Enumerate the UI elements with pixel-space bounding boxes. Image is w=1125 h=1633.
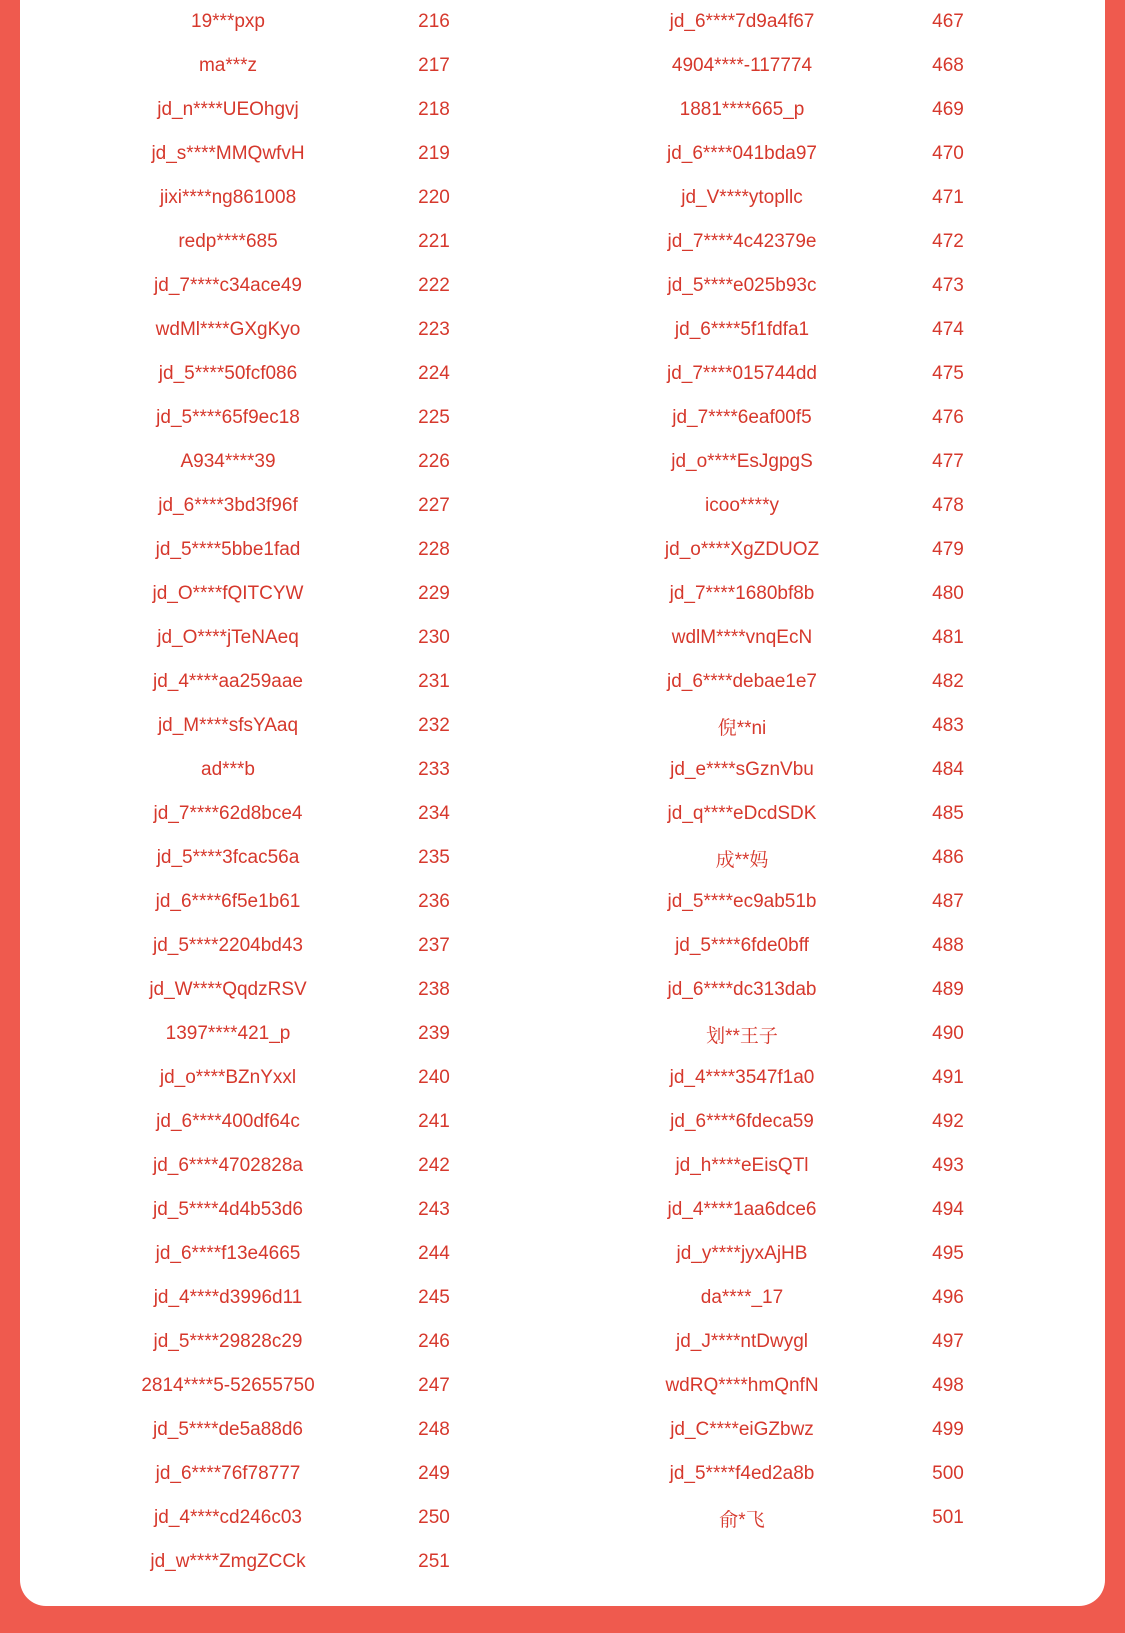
winner-rank: 239 [418, 1023, 450, 1044]
list-item [20, 1012, 560, 1056]
winner-username: 1397****421_p [165, 1023, 291, 1044]
list-item [20, 1452, 560, 1496]
winner-username: jd_7****62d8bce4 [153, 803, 303, 824]
list-item [536, 0, 1076, 44]
right-column [536, 0, 1076, 1540]
winner-rank: 501 [932, 1507, 964, 1528]
winner-username: jd_6****3bd3f96f [158, 495, 298, 516]
winner-rank: 497 [932, 1331, 964, 1352]
winner-rank: 220 [418, 187, 450, 208]
winner-rank: 238 [418, 979, 450, 1000]
winner-rank: 476 [932, 407, 964, 428]
winner-rank: 485 [932, 803, 964, 824]
winner-rank: 468 [932, 55, 964, 76]
winner-rank: 216 [418, 11, 450, 32]
winner-username: jd_n****UEOhgvj [157, 99, 299, 120]
winner-rank: 232 [418, 715, 450, 736]
winner-rank: 474 [932, 319, 964, 340]
list-item [20, 1364, 560, 1408]
winner-username: 2814****5-52655750 [141, 1375, 315, 1396]
winner-rank: 489 [932, 979, 964, 1000]
list-item [20, 616, 560, 660]
winner-username: jd_V****ytopllc [681, 187, 803, 208]
winner-rank: 234 [418, 803, 450, 824]
list-item [536, 528, 1076, 572]
winner-rank: 231 [418, 671, 450, 692]
winner-username: jd_4****d3996d11 [153, 1287, 303, 1308]
winner-username: jd_5****3fcac56a [156, 847, 300, 868]
winner-list-card [20, 0, 1105, 1606]
winner-rank: 477 [932, 451, 964, 472]
list-item [536, 1100, 1076, 1144]
winner-rank: 496 [932, 1287, 964, 1308]
winner-username: jd_6****6fdeca59 [670, 1111, 814, 1132]
list-item [536, 836, 1076, 880]
list-item [20, 440, 560, 484]
winner-rank: 251 [418, 1551, 450, 1572]
winner-rank: 228 [418, 539, 450, 560]
winner-username: jd_w****ZmgZCCk [150, 1551, 306, 1572]
list-item [20, 1144, 560, 1188]
list-item [536, 1012, 1076, 1056]
list-item [536, 1320, 1076, 1364]
list-item [536, 308, 1076, 352]
winner-username: jd_6****debae1e7 [666, 671, 818, 692]
list-item [536, 1144, 1076, 1188]
winner-rank: 223 [418, 319, 450, 340]
winner-rank: 499 [932, 1419, 964, 1440]
list-item [20, 132, 560, 176]
winner-username: jd_5****29828c29 [153, 1331, 303, 1352]
list-item [20, 264, 560, 308]
winner-rank: 469 [932, 99, 964, 120]
winner-username: jd_6****4702828a [152, 1155, 304, 1176]
list-item [20, 352, 560, 396]
winner-rank: 237 [418, 935, 450, 956]
winner-username: icoo****y [705, 495, 779, 516]
winner-username: jd_5****f4ed2a8b [669, 1463, 815, 1484]
winner-rank: 494 [932, 1199, 964, 1220]
list-item [536, 396, 1076, 440]
winner-rank: 482 [932, 671, 964, 692]
winner-username: jd_h****eEisQTl [675, 1155, 809, 1176]
winner-username: 倪**ni [717, 717, 767, 739]
list-item [20, 1188, 560, 1232]
winner-rank: 475 [932, 363, 964, 384]
winner-username: 成**妈 [715, 849, 769, 871]
winner-rank: 244 [418, 1243, 450, 1264]
winner-rank: 233 [418, 759, 450, 780]
winner-rank: 241 [418, 1111, 450, 1132]
list-item [536, 440, 1076, 484]
winner-rank: 492 [932, 1111, 964, 1132]
list-item [20, 0, 560, 44]
winner-username: jd_4****aa259aae [152, 671, 304, 692]
list-item [536, 264, 1076, 308]
winner-username: jd_W****QqdzRSV [149, 979, 307, 1000]
winner-username: 19***pxp [191, 11, 265, 32]
winner-rank: 227 [418, 495, 450, 516]
winner-rank: 470 [932, 143, 964, 164]
list-item [20, 748, 560, 792]
list-item [20, 484, 560, 528]
winner-username: jd_y****jyxAjHB [676, 1243, 808, 1264]
list-item [536, 792, 1076, 836]
winner-rank: 490 [932, 1023, 964, 1044]
winner-rank: 221 [418, 231, 450, 252]
list-item [20, 1408, 560, 1452]
winner-username: A934****39 [180, 451, 276, 472]
list-item [20, 1276, 560, 1320]
winner-username: jd_5****ec9ab51b [667, 891, 817, 912]
list-item [20, 1496, 560, 1540]
list-item [20, 44, 560, 88]
winner-username: jd_4****cd246c03 [154, 1507, 302, 1528]
winner-username: jd_5****65f9ec18 [156, 407, 300, 428]
winner-username: jd_6****5f1fdfa1 [674, 319, 810, 340]
list-item [536, 924, 1076, 968]
list-item [20, 308, 560, 352]
winner-username: jd_o****XgZDUOZ [664, 539, 820, 560]
winner-rank: 480 [932, 583, 964, 604]
winner-username: jd_C****eiGZbwz [670, 1419, 814, 1440]
winner-username: jd_7****4c42379e [667, 231, 817, 252]
list-item [536, 1056, 1076, 1100]
winner-rank: 478 [932, 495, 964, 516]
list-item [536, 1452, 1076, 1496]
winner-username: jd_q****eDcdSDK [667, 803, 817, 824]
winner-rank: 472 [932, 231, 964, 252]
winner-rank: 481 [932, 627, 964, 648]
winner-username: jd_O****jTeNAeq [157, 627, 299, 648]
list-item [536, 1276, 1076, 1320]
winner-rank: 250 [418, 1507, 450, 1528]
list-item [20, 1100, 560, 1144]
winner-username: jd_5****de5a88d6 [152, 1419, 304, 1440]
winner-rank: 225 [418, 407, 450, 428]
winner-rank: 249 [418, 1463, 450, 1484]
list-item [536, 484, 1076, 528]
winner-rank: 487 [932, 891, 964, 912]
winner-rank: 229 [418, 583, 450, 604]
list-item [20, 660, 560, 704]
list-item [20, 396, 560, 440]
list-item [536, 748, 1076, 792]
winner-username: jd_J****ntDwygl [675, 1331, 808, 1352]
list-item [20, 924, 560, 968]
winner-rank: 245 [418, 1287, 450, 1308]
winner-rank: 242 [418, 1155, 450, 1176]
winner-username: jd_4****1aa6dce6 [667, 1199, 817, 1220]
winner-username: 划**王子 [706, 1025, 778, 1047]
winner-username: da****_17 [700, 1287, 784, 1308]
winner-username: 4904****-117774 [671, 55, 813, 76]
winner-username: jd_7****6eaf00f5 [672, 407, 812, 428]
winner-username: ma***z [198, 55, 258, 76]
list-item [20, 968, 560, 1012]
winner-username: jd_6****f13e4665 [155, 1243, 301, 1264]
winner-username: jd_6****76f78777 [155, 1463, 301, 1484]
winner-username: 俞*飞 [719, 1509, 765, 1531]
winner-rank: 226 [418, 451, 450, 472]
winner-username: jd_5****4d4b53d6 [152, 1199, 304, 1220]
winner-username: wdRQ****hmQnfN [665, 1375, 819, 1396]
list-item [20, 1232, 560, 1276]
winner-rank: 219 [418, 143, 450, 164]
winner-username: jd_7****015744dd [666, 363, 818, 384]
list-item [536, 1188, 1076, 1232]
winner-rank: 488 [932, 935, 964, 956]
list-item [20, 792, 560, 836]
list-item [536, 1496, 1076, 1540]
winner-username: jd_6****6f5e1b61 [155, 891, 301, 912]
list-item [20, 1056, 560, 1100]
winner-username: jd_5****50fcf086 [158, 363, 298, 384]
winner-rank: 217 [418, 55, 450, 76]
winner-rank: 473 [932, 275, 964, 296]
list-item [20, 1540, 560, 1584]
winner-rank: 240 [418, 1067, 450, 1088]
winner-rank: 222 [418, 275, 450, 296]
list-item [536, 1364, 1076, 1408]
winner-username: ad***b [201, 759, 255, 780]
winner-rank: 479 [932, 539, 964, 560]
list-item [536, 1408, 1076, 1452]
list-item [20, 176, 560, 220]
list-item [20, 836, 560, 880]
winner-rank: 224 [418, 363, 450, 384]
winner-username: jd_7****1680bf8b [669, 583, 815, 604]
list-item [536, 616, 1076, 660]
left-column [20, 0, 560, 1584]
list-item [20, 1320, 560, 1364]
winner-rank: 498 [932, 1375, 964, 1396]
winner-rank: 491 [932, 1067, 964, 1088]
list-item [20, 220, 560, 264]
winner-username: jd_O****fQITCYW [152, 583, 304, 604]
list-item [536, 572, 1076, 616]
winner-username: jd_6****7d9a4f67 [669, 11, 815, 32]
winner-rank: 486 [932, 847, 964, 868]
winner-rank: 500 [932, 1463, 964, 1484]
winner-rank: 483 [932, 715, 964, 736]
list-item [536, 660, 1076, 704]
winner-username: jd_e****sGznVbu [670, 759, 814, 780]
winner-rank: 495 [932, 1243, 964, 1264]
list-item [20, 528, 560, 572]
winner-rank: 246 [418, 1331, 450, 1352]
winner-username: jd_5****e025b93c [667, 275, 817, 296]
winner-rank: 493 [932, 1155, 964, 1176]
winner-rank: 484 [932, 759, 964, 780]
list-item [20, 880, 560, 924]
list-item [20, 704, 560, 748]
winner-username: jd_5****5bbe1fad [155, 539, 301, 560]
winner-rank: 247 [418, 1375, 450, 1396]
list-item [536, 1232, 1076, 1276]
winner-rank: 235 [418, 847, 450, 868]
winner-username: jd_s****MMQwfvH [151, 143, 305, 164]
winner-rank: 467 [932, 11, 964, 32]
winner-username: jd_6****400df64c [156, 1111, 300, 1132]
winner-username: wdMl****GXgKyo [155, 319, 301, 340]
winner-username: wdlM****vnqEcN [671, 627, 813, 648]
list-item [536, 132, 1076, 176]
winner-username: jd_6****dc313dab [667, 979, 817, 1000]
winner-username: jd_o****BZnYxxl [159, 1067, 297, 1088]
winner-rank: 236 [418, 891, 450, 912]
winner-rank: 243 [418, 1199, 450, 1220]
list-item [536, 968, 1076, 1012]
list-item [536, 352, 1076, 396]
winner-username: jd_7****c34ace49 [154, 275, 302, 296]
winner-username: jixi****ng861008 [159, 187, 297, 208]
winner-username: jd_4****3547f1a0 [669, 1067, 815, 1088]
winner-rank: 248 [418, 1419, 450, 1440]
winner-rank: 471 [932, 187, 964, 208]
list-item [20, 88, 560, 132]
list-item [20, 572, 560, 616]
list-item [536, 880, 1076, 924]
list-item [536, 704, 1076, 748]
list-item [536, 220, 1076, 264]
winner-username: jd_5****2204bd43 [152, 935, 304, 956]
list-item [536, 88, 1076, 132]
winner-username: jd_5****6fde0bff [675, 935, 809, 956]
winner-rank: 218 [418, 99, 450, 120]
winner-username: 1881****665_p [679, 99, 805, 120]
winner-username: jd_6****041bda97 [666, 143, 818, 164]
winner-username: redp****685 [178, 231, 278, 252]
list-item [536, 176, 1076, 220]
list-item [536, 44, 1076, 88]
winner-rank: 230 [418, 627, 450, 648]
winner-username: jd_o****EsJgpgS [671, 451, 813, 472]
winner-username: jd_M****sfsYAaq [157, 715, 299, 736]
